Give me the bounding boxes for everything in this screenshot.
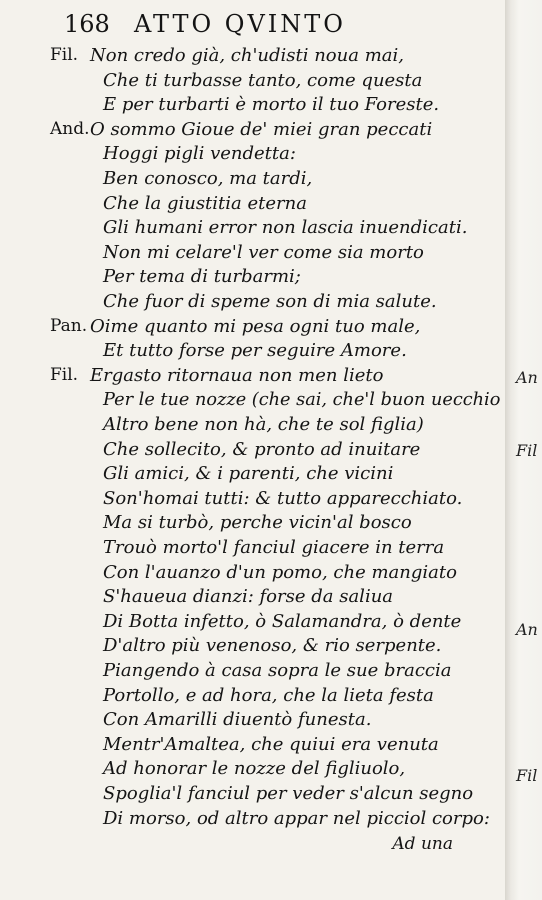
verse-text: Altro bene non hà, che te sol figlia) [103, 414, 424, 435]
verse-text: Che sollecito, & pronto ad inuitare [103, 438, 421, 460]
verse-line [0, 141, 505, 166]
facing-page-speaker-fragment: An [516, 620, 538, 639]
verse-line [0, 461, 505, 486]
verse-text: S'haueua dianzi: forse da saliua [103, 586, 394, 608]
facing-page-speaker-fragment: Fil [516, 766, 538, 785]
verse-text: Piangendo à casa sopra le sue braccia [103, 660, 452, 681]
verse-line [0, 437, 505, 462]
verse-line [0, 314, 505, 339]
verse-text: Per tema di turbarmi; [103, 266, 301, 288]
verse-line [0, 117, 505, 142]
verse-line [0, 584, 505, 609]
verse-line [0, 166, 505, 191]
verse-line [0, 781, 505, 806]
verse-line [0, 68, 505, 93]
verse-line [0, 707, 505, 732]
verse-line [0, 215, 505, 240]
verse-line [0, 240, 505, 265]
verse-line [0, 756, 505, 781]
verse-text: Et tutto forse per seguire Amore. [103, 340, 407, 362]
verse-line [0, 683, 505, 708]
page-number: 168 [64, 10, 110, 38]
verse-text: O sommo Gioue de' miei gran peccati [90, 118, 433, 140]
verse-text: Portollo, e ad hora, che la lieta festa [103, 684, 434, 706]
verse-text: Che fuor di speme son di mia salute. [103, 291, 437, 312]
catchword: Ad una [392, 834, 453, 854]
verse-line [0, 658, 505, 683]
verse-text: Ad honorar le nozze del figliuolo, [103, 758, 406, 780]
speaker-name: Pan. [50, 315, 88, 336]
verse-text: Che ti turbasse tanto, come questa [103, 69, 423, 91]
verse-text: Ergasto ritornaua non men lieto [90, 364, 384, 386]
verse-text: Con l'auanzo d'un pomo, che mangiato [103, 561, 457, 583]
verse-text: Per le tue nozze (che sai, che'l buon uecchio [103, 389, 501, 411]
verse-line [0, 806, 505, 831]
running-title: ATTO QVINTO [134, 10, 346, 38]
verse-line [0, 338, 505, 363]
verse-text: Ma si turbò, perche vicin'al bosco [103, 512, 412, 534]
verse-line [0, 387, 505, 412]
verse-text: Mentr'Amaltea, che quiui era venuta [103, 733, 439, 755]
verse-line [0, 633, 505, 658]
verse-text: Gli amici, & i parenti, che vicini [103, 463, 394, 485]
verse-line [0, 412, 505, 437]
verse-text: Trouò morto'l fanciul giacere in terra [103, 537, 445, 558]
verse-text: Ben conosco, ma tardi, [103, 168, 313, 189]
verse-text: Con Amarilli diuentò funesta. [103, 709, 372, 731]
verse-line [0, 486, 505, 511]
verse-text: Di Botta infetto, ò Salamandra, ò dente [103, 610, 462, 632]
verse-line [0, 732, 505, 757]
verse-text: Gli humani error non lascia inuendicati. [103, 217, 468, 239]
verse-text: Spoglia'l fanciul per veder s'alcun segno [103, 783, 474, 804]
verse-line [0, 264, 505, 289]
facing-page-speaker-fragment: Fil [516, 441, 538, 460]
verse-text: Son'homai tutti: & tutto apparecchiato. [103, 487, 463, 509]
verse-text: Oime quanto mi pesa ogni tuo male, [90, 315, 421, 337]
speaker-name: And. [50, 118, 90, 139]
speaker-name: Fil. [50, 45, 79, 65]
verse-line [0, 363, 505, 388]
facing-page-speaker-fragment: An [516, 368, 538, 387]
speaker-name: Fil. [50, 364, 79, 385]
verse-line [0, 191, 505, 216]
verse-text: Non credo già, ch'udisti noua mai, [90, 45, 404, 66]
verse-line [0, 535, 505, 560]
verse-line [0, 43, 505, 68]
verse-text: Che la giustitia eterna [103, 192, 307, 214]
verse-line [0, 510, 505, 535]
verse-text: E per turbarti è morto il tuo Foreste. [103, 94, 440, 116]
verse-text: D'altro più venenoso, & rio serpente. [103, 635, 442, 657]
verse-line [0, 289, 505, 314]
verse-line [0, 92, 505, 117]
verse-text: Hoggi pigli vendetta: [103, 143, 296, 165]
verse-text: Di morso, od altro appar nel picciol corpo: [103, 807, 490, 829]
verse-line [0, 609, 505, 634]
verse-line [0, 560, 505, 585]
verse-text: Non mi celare'l ver come sia morto [103, 241, 424, 263]
